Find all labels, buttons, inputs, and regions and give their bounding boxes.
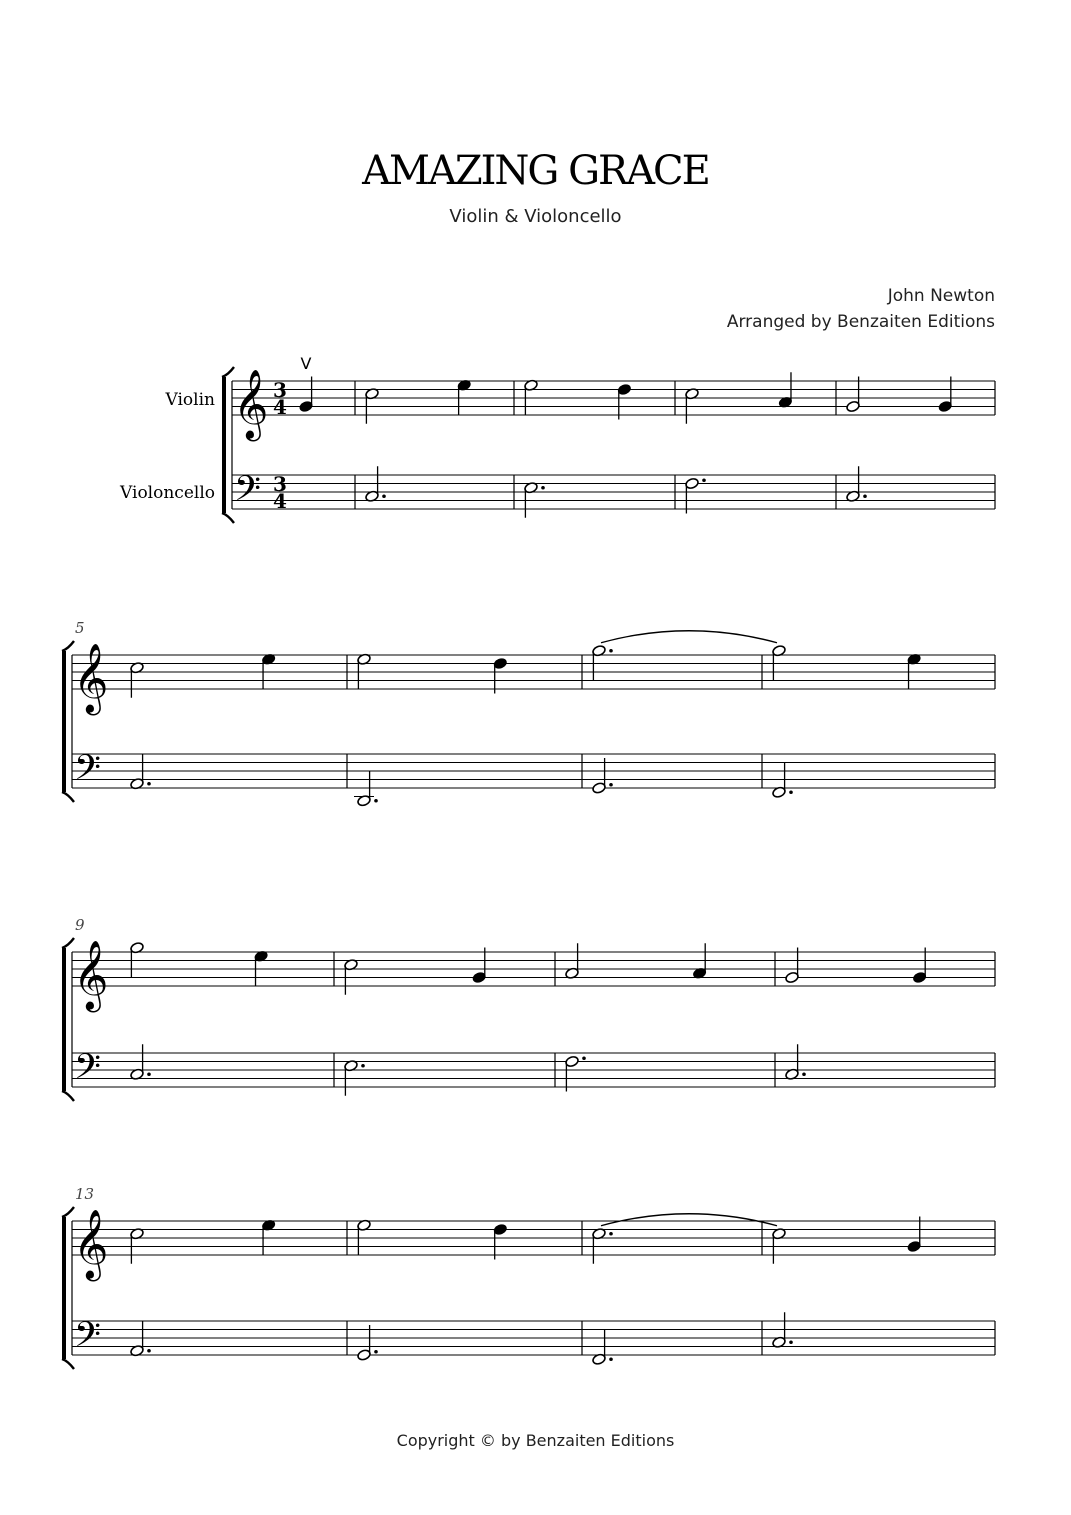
bass-clef-icon: 𝄢 [234,468,262,517]
augmentation-dot [147,782,151,786]
augmentation-dot [361,1064,365,1068]
tie-curve [601,631,777,643]
treble-clef-icon: 𝄞 [233,369,269,439]
composer-credit: John Newton [887,286,995,306]
augmentation-dot [541,486,545,490]
bass-clef-icon: 𝄢 [74,747,102,796]
system-bracket [222,377,226,513]
treble-clef-icon: 𝄞 [73,643,109,713]
instrument-label-violoncello: Violoncello [120,483,215,503]
system-bracket [62,1217,66,1359]
system-bracket [222,513,234,523]
treble-clef-icon: 𝄞 [73,940,109,1010]
augmentation-dot [382,494,386,498]
bass-clef-icon: 𝄢 [74,1314,102,1363]
score-title: AMAZING GRACE [362,148,709,194]
augmentation-dot [374,799,378,803]
augmentation-dot [789,790,793,794]
time-signature-numerator: 3 [273,472,287,496]
copyright-footer: Copyright © by Benzaiten Editions [396,1431,675,1450]
treble-clef-icon: 𝄞 [73,1209,109,1279]
measure-number: 5 [75,619,85,637]
augmentation-dot [147,1072,151,1076]
system-bracket [62,1091,74,1101]
tie-curve [601,1214,777,1226]
system-bracket [62,651,66,792]
bass-clef-icon: 𝄢 [74,1046,102,1095]
measure-number: 13 [75,1185,95,1203]
system-bracket [62,1359,74,1369]
system-bracket [62,792,74,802]
time-signature-numerator: 3 [273,378,287,402]
augmentation-dot [582,1056,586,1060]
arranger-credit: Arranged by Benzaiten Editions [726,312,995,332]
measure-number: 9 [75,916,85,934]
augmentation-dot [609,783,613,787]
augmentation-dot [609,1232,613,1236]
system-bracket [62,948,66,1091]
up-bow-mark: V [300,354,312,373]
augmentation-dot [609,649,613,653]
time-signature-denominator: 4 [273,395,287,419]
augmentation-dot [702,478,706,482]
augmentation-dot [609,1357,613,1361]
time-signature-denominator: 4 [273,489,287,513]
instrument-label-violin: Violin [165,390,215,410]
augmentation-dot [863,494,867,498]
augmentation-dot [147,1349,151,1353]
augmentation-dot [374,1350,378,1354]
score-subtitle: Violin & Violoncello [449,206,622,227]
augmentation-dot [789,1340,793,1344]
augmentation-dot [802,1072,806,1076]
